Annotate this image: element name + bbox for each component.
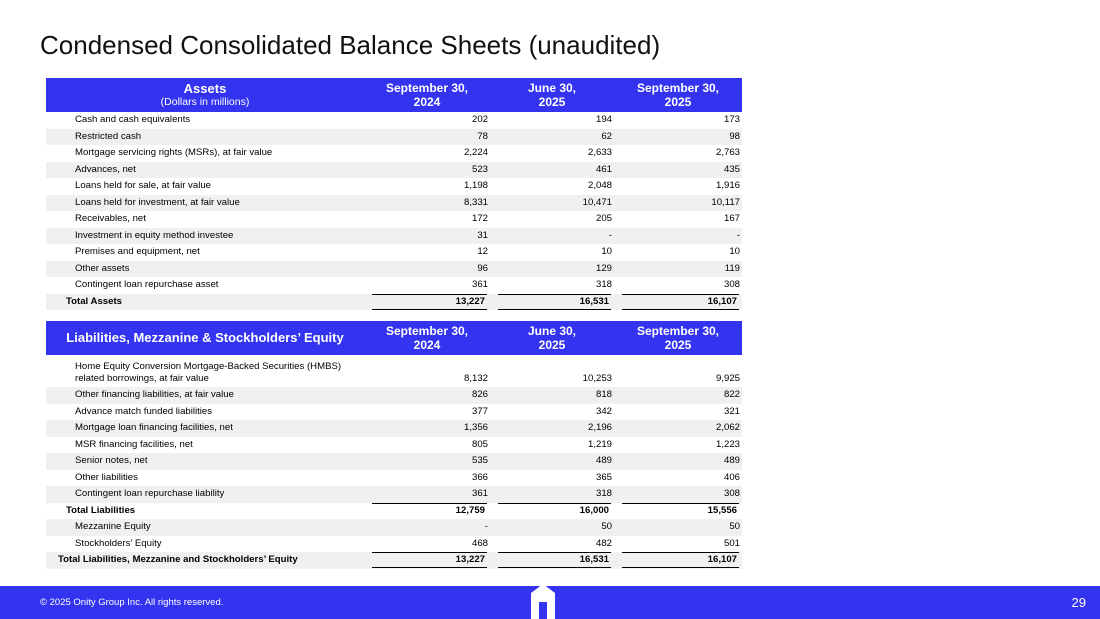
mezzanine-equity-row: Mezzanine Equity - 50 50 — [46, 519, 742, 536]
table-row: Other financing liabilities, at fair value 826 818 822 — [46, 387, 742, 404]
table-row: Contingent loan repurchase asset 361 318 308 — [75, 279, 740, 291]
liabilities-table — [46, 321, 742, 569]
stockholders-equity-row: Stockholders’ Equity 468 482 501 — [75, 537, 740, 549]
table-row: Mortgage servicing rights (MSRs), at fair value 2,224 2,633 2,763 — [75, 147, 740, 159]
assets-header-row — [46, 78, 742, 112]
col-header-sep-2025: September 30, 2025 — [614, 321, 742, 355]
table-row: Investment in equity method investee 31 - - — [46, 228, 742, 245]
table-row: Premises and equipment, net 12 10 10 — [75, 246, 740, 258]
col-header-sep-2024: September 30, 2024 — [364, 78, 490, 112]
table-row: Other liabilities 366 365 406 — [75, 471, 740, 483]
footer-bar — [0, 586, 1100, 619]
total-liabilities-row: Total Liabilities 12,759 16,000 15,556 — [66, 504, 737, 517]
assets-header-title: Assets — [183, 81, 227, 96]
page-number: 29 — [1071, 595, 1086, 610]
total-assets-row: Total Assets 13,227 16,531 16,107 — [46, 294, 742, 311]
liabilities-header: Liabilities, Mezzanine & Stockholders’ Equity — [46, 321, 364, 355]
table-row: Advances, net 523 461 435 — [46, 162, 742, 179]
table-row: Other assets 96 129 119 — [46, 261, 742, 278]
copyright-text: © 2025 Onity Group Inc. All rights reserved. — [40, 597, 224, 608]
table-row: Home Equity Conversion Mortgage-Backed Securities (HMBS) related borrowings, at fair value 8,132 10,253 9,925 — [75, 361, 740, 384]
page-title: Condensed Consolidated Balance Sheets (unaudited) — [40, 30, 661, 60]
col-header-jun-2025: June 30, 2025 — [490, 321, 614, 355]
col-header-jun-2025: June 30, 2025 — [490, 78, 614, 112]
grand-total-row: Total Liabilities, Mezzanine and Stockholders’ Equity 13,227 16,531 16,107 — [46, 552, 742, 569]
table-row: MSR financing facilities, net 805 1,219 1,223 — [75, 438, 740, 450]
col-header-sep-2025: September 30, 2025 — [614, 78, 742, 112]
table-row: Advance match funded liabilities 377 342 321 — [75, 405, 740, 417]
onity-house-logo-icon — [528, 582, 558, 619]
table-row: Loans held for sale, at fair value 1,198 2,048 1,916 — [75, 180, 740, 192]
table-row: Contingent loan repurchase liability 361 318 308 — [46, 486, 742, 503]
table-row: Cash and cash equivalents 202 194 173 — [75, 114, 740, 126]
assets-table — [46, 78, 742, 310]
table-row: Loans held for investment, at fair value 8,331 10,471 10,117 — [46, 195, 742, 212]
table-row: Senior notes, net 535 489 489 — [46, 453, 742, 470]
assets-header-units: (Dollars in millions) — [160, 96, 250, 108]
table-row: Receivables, net 172 205 167 — [75, 213, 740, 225]
table-row: Mortgage loan financing facilities, net 1,356 2,196 2,062 — [46, 420, 742, 437]
table-row: Restricted cash 78 62 98 — [46, 129, 742, 146]
liabilities-header-row — [46, 321, 742, 355]
col-header-sep-2024: September 30, 2024 — [364, 321, 490, 355]
assets-header — [46, 78, 364, 112]
